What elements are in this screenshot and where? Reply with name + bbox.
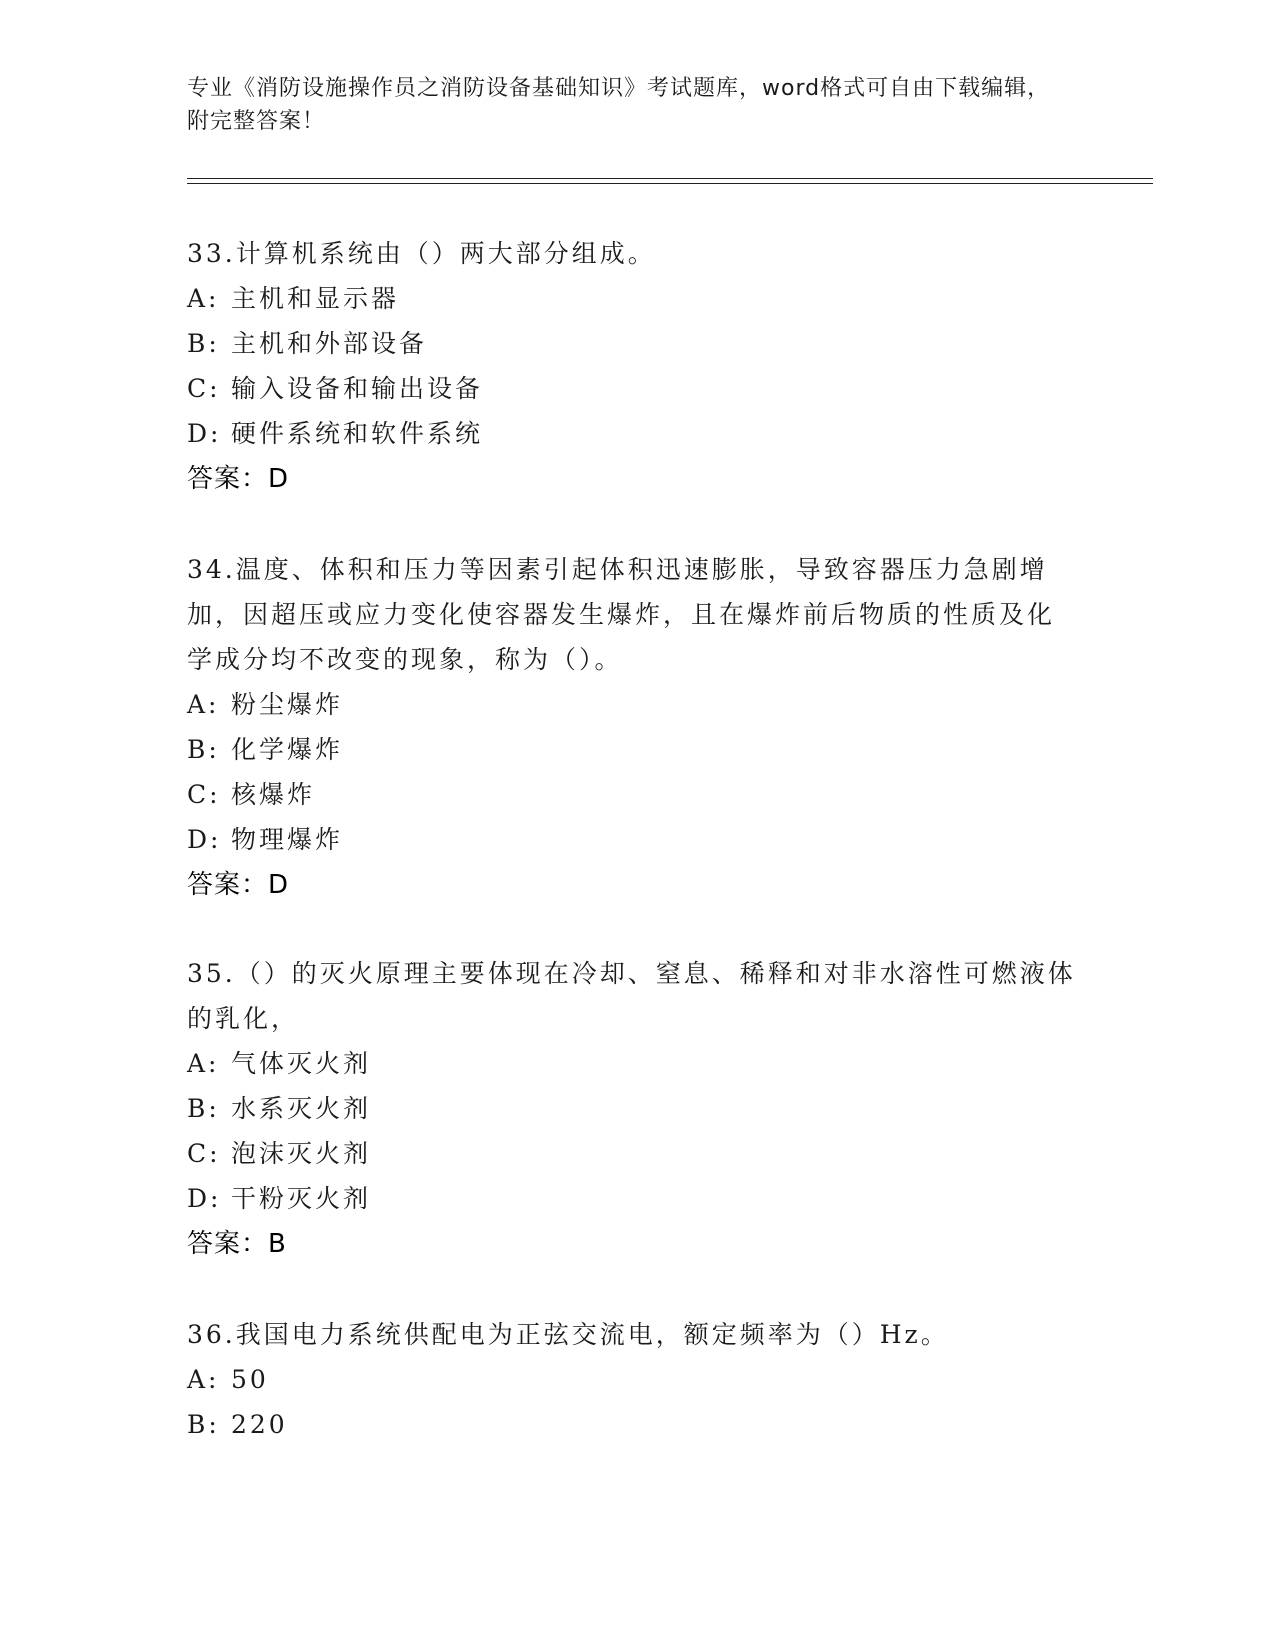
option-text: 输入设备和输出设备: [231, 374, 484, 403]
option-text: 主机和外部设备: [231, 329, 428, 358]
option-d: [187, 411, 1077, 456]
option-text: 干粉灭火剂: [231, 1184, 372, 1213]
option-b: [187, 1402, 1077, 1447]
header-divider-top: [187, 178, 1153, 179]
question-34: [187, 547, 1077, 908]
question-stem: 34.温度、体积和压力等因素引起体积迅速膨胀，导致容器压力急剧增加，因超压或应力变化使容器发生爆炸，且在爆炸前后物质的性质及化学成分均不改变的现象，称为（）。: [187, 555, 1056, 674]
option-text: 粉尘爆炸: [231, 690, 344, 719]
answer-line: 答案：D: [187, 870, 290, 900]
answer-line: 答案：D: [187, 464, 290, 494]
option-letter: D:: [187, 419, 222, 448]
option-c: [187, 772, 1077, 817]
option-b: [187, 727, 1077, 772]
option-b: [187, 1086, 1077, 1131]
option-text: 主机和显示器: [231, 284, 400, 313]
question-36: [187, 1312, 1077, 1447]
option-d: [187, 1176, 1077, 1221]
answer-line: 答案：B: [187, 1229, 287, 1259]
option-text: 气体灭火剂: [231, 1049, 372, 1078]
option-letter: A:: [187, 690, 220, 719]
option-text: 化学爆炸: [231, 735, 344, 764]
option-c: [187, 1131, 1077, 1176]
option-a: [187, 1357, 1077, 1402]
question-35: [187, 951, 1077, 1267]
option-letter: C:: [187, 780, 221, 809]
option-text: 220: [231, 1410, 288, 1439]
option-d: [187, 817, 1077, 862]
option-text: 水系灭火剂: [231, 1094, 372, 1123]
option-letter: A:: [187, 284, 220, 313]
document-header: 专业《消防设施操作员之消防设备基础知识》考试题库，word格式可自由下载编辑，附完整答案！: [187, 76, 1051, 134]
option-text: 核爆炸: [231, 780, 316, 809]
option-letter: D:: [187, 1184, 222, 1213]
question-stem: 36.我国电力系统供配电为正弦交流电，额定频率为（）Hz。: [187, 1320, 949, 1349]
option-letter: A:: [187, 1365, 220, 1394]
option-letter: A:: [187, 1049, 220, 1078]
option-c: [187, 366, 1077, 411]
option-a: [187, 1041, 1077, 1086]
option-letter: D:: [187, 825, 222, 854]
option-a: [187, 682, 1077, 727]
option-letter: B:: [187, 329, 220, 358]
option-letter: B:: [187, 1094, 220, 1123]
option-letter: C:: [187, 374, 221, 403]
option-text: 泡沫灭火剂: [231, 1139, 372, 1168]
question-stem: 33.计算机系统由（）两大部分组成。: [187, 239, 656, 268]
option-text: 物理爆炸: [231, 825, 344, 854]
option-text: 50: [231, 1365, 269, 1394]
option-a: [187, 276, 1077, 321]
option-letter: B:: [187, 735, 220, 764]
option-text: 硬件系统和软件系统: [231, 419, 484, 448]
header-divider-bottom: [187, 183, 1153, 184]
option-letter: B:: [187, 1410, 220, 1439]
option-b: [187, 321, 1077, 366]
question-33: [187, 231, 1077, 502]
option-letter: C:: [187, 1139, 221, 1168]
question-stem: 35.（）的灭火原理主要体现在冷却、窒息、稀释和对非水溶性可燃液体的乳化，: [187, 959, 1076, 1033]
